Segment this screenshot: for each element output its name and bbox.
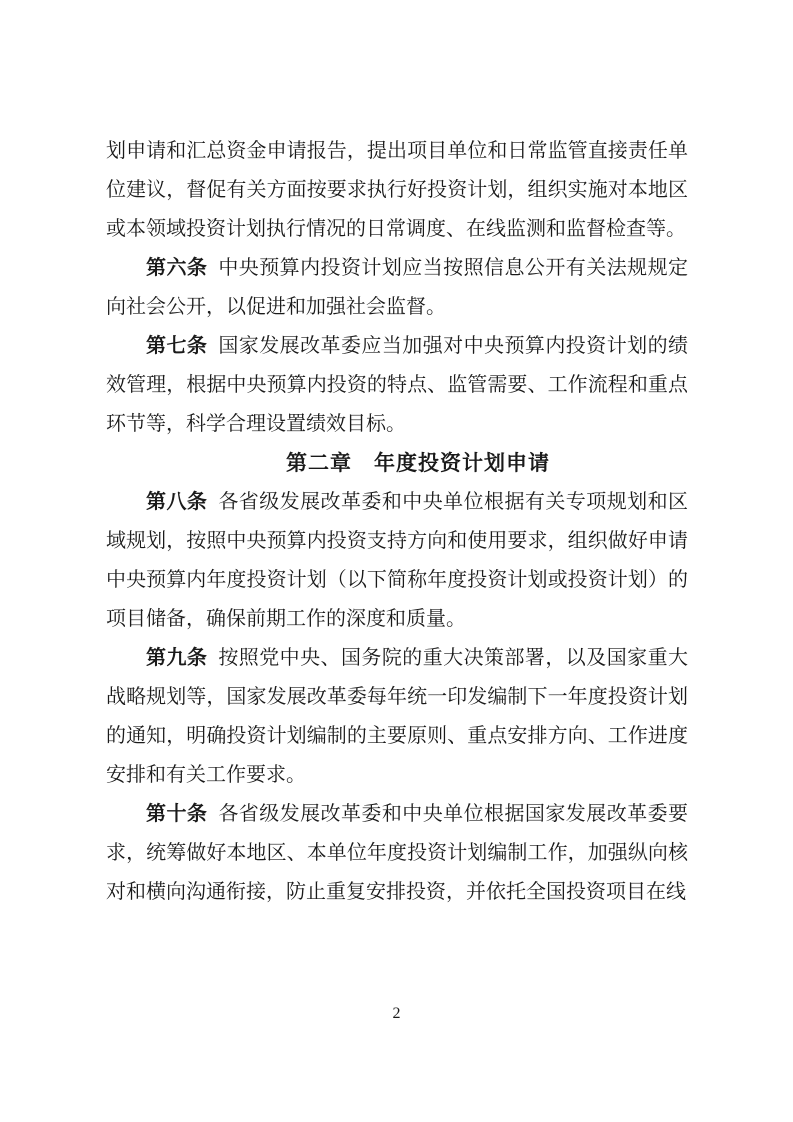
- article-text-6: 中央预算内投资计划应当按照信息公开有关法规规定向社会公开，以促进和加强社会监督。: [106, 257, 689, 318]
- article-paragraph-7: [106, 327, 688, 444]
- article-paragraph-9: [106, 639, 688, 795]
- article-text-8: 各省级发展改革委和中央单位根据有关专项规划和区域规划，按照中央预算内投资支持方向和使用要求，组织做好申请中央预算内年度投资计划（以下简称年度投资计划或投资计划）的项目储备，确保前期工作的深度和质量。: [106, 491, 689, 630]
- chapter-heading: 第二章 年度投资计划申请: [286, 452, 550, 475]
- page-number: 2: [392, 1005, 401, 1022]
- article-paragraph-10: [106, 795, 688, 912]
- article-paragraph-8: [106, 483, 688, 639]
- article-label-7: 第七条: [146, 335, 208, 357]
- article-paragraph-6: [106, 249, 688, 327]
- article-text-9: 按照党中央、国务院的重大决策部署，以及国家重大战略规划等，国家发展改革委每年统一印发编制下一年度投资计划的通知，明确投资计划编制的主要原则、重点安排方向、工作进度安排和有关工作要求。: [106, 647, 689, 786]
- article-text-10: 各省级发展改革委和中央单位根据国家发展改革委要求，统筹做好本地区、本单位年度投资计划编制工作，加强纵向核对和横向沟通衔接，防止重复安排投资，并依托全国投资项目在线: [106, 803, 689, 903]
- article-label-10: 第十条: [146, 803, 208, 825]
- article-label-9: 第九条: [146, 647, 208, 669]
- paragraph-continuation: 划申请和汇总资金申请报告，提出项目单位和日常监管直接责任单位建议，督促有关方面按要求执行好投资计划，组织实施对本地区或本领域投资计划执行情况的日常调度、在线监测和监督检查等。: [106, 140, 688, 240]
- article-text-7: 国家发展改革委应当加强对中央预算内投资计划的绩效管理，根据中央预算内投资的特点、监管需要、工作流程和重点环节等，科学合理设置绩效目标。: [106, 335, 689, 435]
- article-label-8: 第八条: [146, 491, 208, 513]
- article-label-6: 第六条: [146, 257, 208, 279]
- page-content: [106, 132, 688, 912]
